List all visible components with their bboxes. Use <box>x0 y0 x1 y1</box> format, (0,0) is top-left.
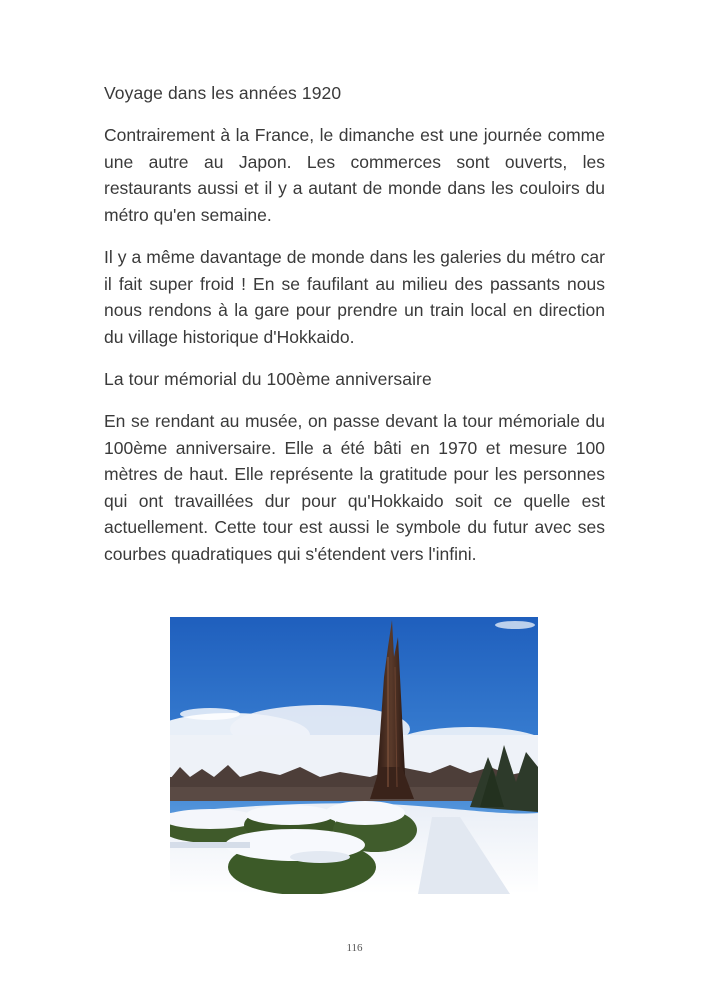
paragraph-metro-crowd: Il y a même davantage de monde dans les galeries du métro car il fait super froid ! En se faufilant au milieu des passants nous nous rendons à la gare pour prendre un train local en direction du village historique d'Hokkaido. <box>104 247 605 347</box>
paragraph-tower-description: En se rendant au musée, on passe devant la tour mémoriale du 100ème anniversaire. Elle a été bâti en 1970 et mesure 100 mètres de haut. Elle représente la gratitude pour les personnes qui ont travaillées dur pour qu'Hokkaido soit ce quelle est actuellement. Cette tour est aussi le symbole du futur avec ses courbes quadratiques qui s'étendent vers l'infini. <box>104 411 605 564</box>
paragraph-sunday-japan: Contrairement à la France, le dimanche est une journée comme une autre au Japon. Les commerces sont ouverts, les restaurants aussi et il y a autant de monde dans les couloirs du métro qu'en semaine. <box>104 125 605 225</box>
page-number: 116 <box>346 942 363 954</box>
memorial-tower-photo <box>170 617 538 894</box>
text-column <box>104 80 605 583</box>
section-heading-memorial-tower: La tour mémorial du 100ème anniversaire <box>104 369 432 389</box>
section-heading-voyage: Voyage dans les années 1920 <box>104 83 342 103</box>
